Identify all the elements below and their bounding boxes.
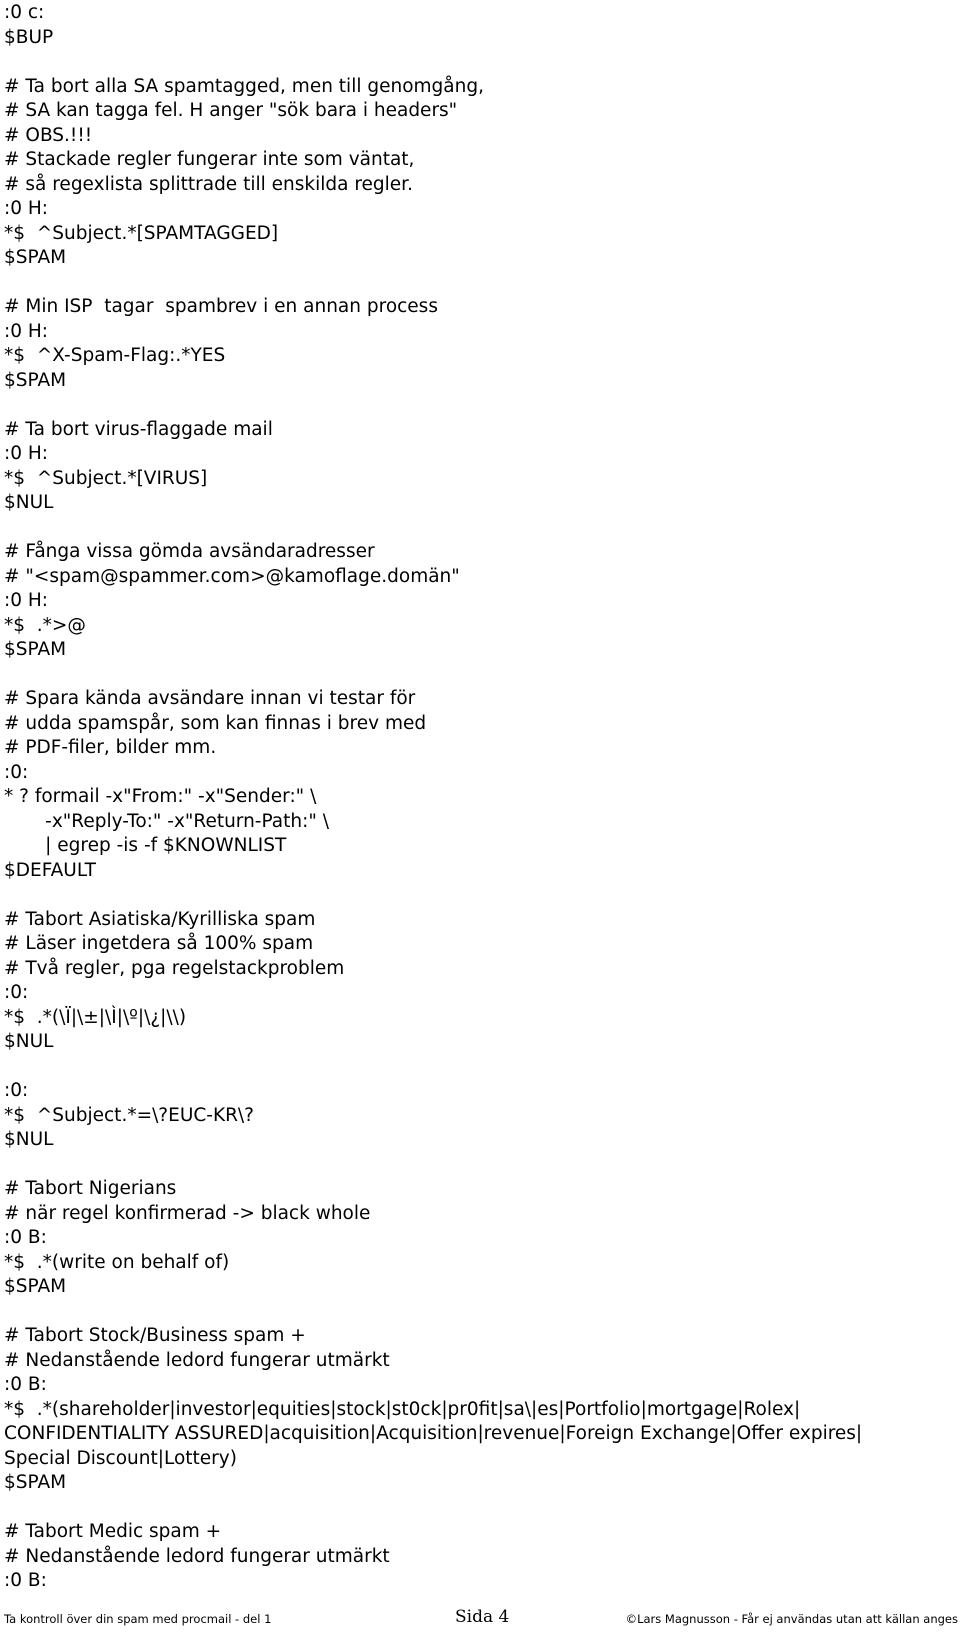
text-line: # Min ISP tagar spambrev i en annan process xyxy=(4,296,438,317)
text-line: :0 H: xyxy=(4,198,49,219)
text-line: $BUP xyxy=(4,26,54,48)
text-line: # "<spam@spammer.com>@kamoflage.domän" xyxy=(4,565,460,587)
text-line: *$ ^Subject.*[VIRUS] xyxy=(4,467,208,489)
text-line: $SPAM xyxy=(4,639,67,660)
text-line: :0 H: xyxy=(4,320,49,342)
text-line xyxy=(4,1055,862,1080)
text-line: *$ ^Subject.*[SPAMTAGGED] xyxy=(4,222,279,244)
procmail-rules-text xyxy=(4,1,862,1594)
text-line: # PDF-filer, bilder mm. xyxy=(4,737,217,758)
text-line: $NUL xyxy=(4,1129,54,1150)
text-line: *$ ^X-Spam-Flag:.*YES xyxy=(4,345,226,366)
text-line: # Ta bort alla SA spamtagged, men till genomgång, xyxy=(4,75,484,97)
text-line: $NUL xyxy=(4,492,54,513)
text-line: :0 H: xyxy=(4,590,49,611)
text-line: # så regexlista splittrade till enskilda regler. xyxy=(4,173,413,195)
text-line: *$ .*(write on behalf of) xyxy=(4,1251,230,1273)
text-line: CONFIDENTIALITY ASSURED|acquisition|Acquisition|revenue|Foreign Exchange|Offer expires| xyxy=(4,1423,863,1444)
text-line: -x"Reply-To:" -x"Return-Path:" \ xyxy=(4,810,329,832)
text-line: $SPAM xyxy=(4,369,67,391)
text-line: # Tabort Medic spam + xyxy=(4,1521,222,1542)
text-line: # Tabort Nigerians xyxy=(4,1178,177,1199)
page-number: Sida 4 xyxy=(455,1607,510,1627)
text-line: # Fånga vissa gömda avsändaradresser xyxy=(4,541,375,562)
text-line: :0 H: xyxy=(4,443,49,464)
footer-title: Ta kontroll över din spam med procmail - del 1 xyxy=(4,1612,272,1626)
text-line: # Tabort Stock/Business spam + xyxy=(4,1325,306,1346)
text-line: # Nedanstående ledord fungerar utmärkt xyxy=(4,1545,390,1567)
text-line xyxy=(4,663,862,688)
text-line: $NUL xyxy=(4,1031,54,1052)
text-line: :0: xyxy=(4,982,29,1003)
text-line: # udda spamspår, som kan finnas i brev med xyxy=(4,712,427,734)
text-line: :0 B: xyxy=(4,1570,47,1591)
text-line: # SA kan tagga fel. H anger "sök bara i headers" xyxy=(4,100,458,121)
text-line: *$ ^Subject.*=\?EUC-KR\? xyxy=(4,1104,254,1126)
text-line: *$ .*(shareholder|investor|equities|stock|st0ck|pr0fit|sa\|es|Portfolio|mortgage|Rolex| xyxy=(4,1398,801,1420)
text-line: # Tabort Asiatiska/Kyrilliska spam xyxy=(4,908,316,930)
text-line: # Stackade regler fungerar inte som väntat, xyxy=(4,149,415,170)
text-line: *$ .*(\Ï|\±|\Ì|\º|\¿|\\) xyxy=(4,1006,187,1028)
text-line: # när regel konfirmerad -> black whole xyxy=(4,1202,371,1224)
text-line: :0: xyxy=(4,761,29,783)
text-line: # Läser ingetdera så 100% spam xyxy=(4,933,314,954)
text-line xyxy=(4,1300,862,1325)
text-line: # Spara kända avsändare innan vi testar för xyxy=(4,688,416,709)
footer-copyright: ©Lars Magnusson - Får ej användas utan att källan anges xyxy=(625,1612,958,1626)
text-line: $SPAM xyxy=(4,247,67,268)
text-line xyxy=(4,271,862,296)
text-line: # Nedanstående ledord fungerar utmärkt xyxy=(4,1349,390,1371)
text-line: $SPAM xyxy=(4,1276,67,1297)
text-line: # Ta bort virus-flaggade mail xyxy=(4,418,273,440)
text-line: *$ .*>@ xyxy=(4,614,86,636)
text-line: $DEFAULT xyxy=(4,859,96,881)
text-line xyxy=(4,1153,862,1178)
page-footer xyxy=(0,1606,960,1632)
text-line: :0 B: xyxy=(4,1374,47,1395)
text-line: :0 c: xyxy=(4,2,45,23)
text-line xyxy=(4,1496,862,1521)
text-line: :0: xyxy=(4,1080,29,1101)
text-line: * ? formail -x"From:" -x"Sender:" \ xyxy=(4,786,317,807)
text-line: # Två regler, pga regelstackproblem xyxy=(4,957,345,979)
text-line: # OBS.!!! xyxy=(4,124,93,146)
text-line: | egrep -is -f $KNOWNLIST xyxy=(4,835,287,856)
text-line xyxy=(4,50,862,75)
text-line xyxy=(4,516,862,541)
text-line xyxy=(4,883,862,908)
text-line: :0 B: xyxy=(4,1227,47,1248)
text-line: Special Discount|Lottery) xyxy=(4,1447,237,1469)
text-line: $SPAM xyxy=(4,1472,67,1493)
text-line xyxy=(4,393,862,418)
